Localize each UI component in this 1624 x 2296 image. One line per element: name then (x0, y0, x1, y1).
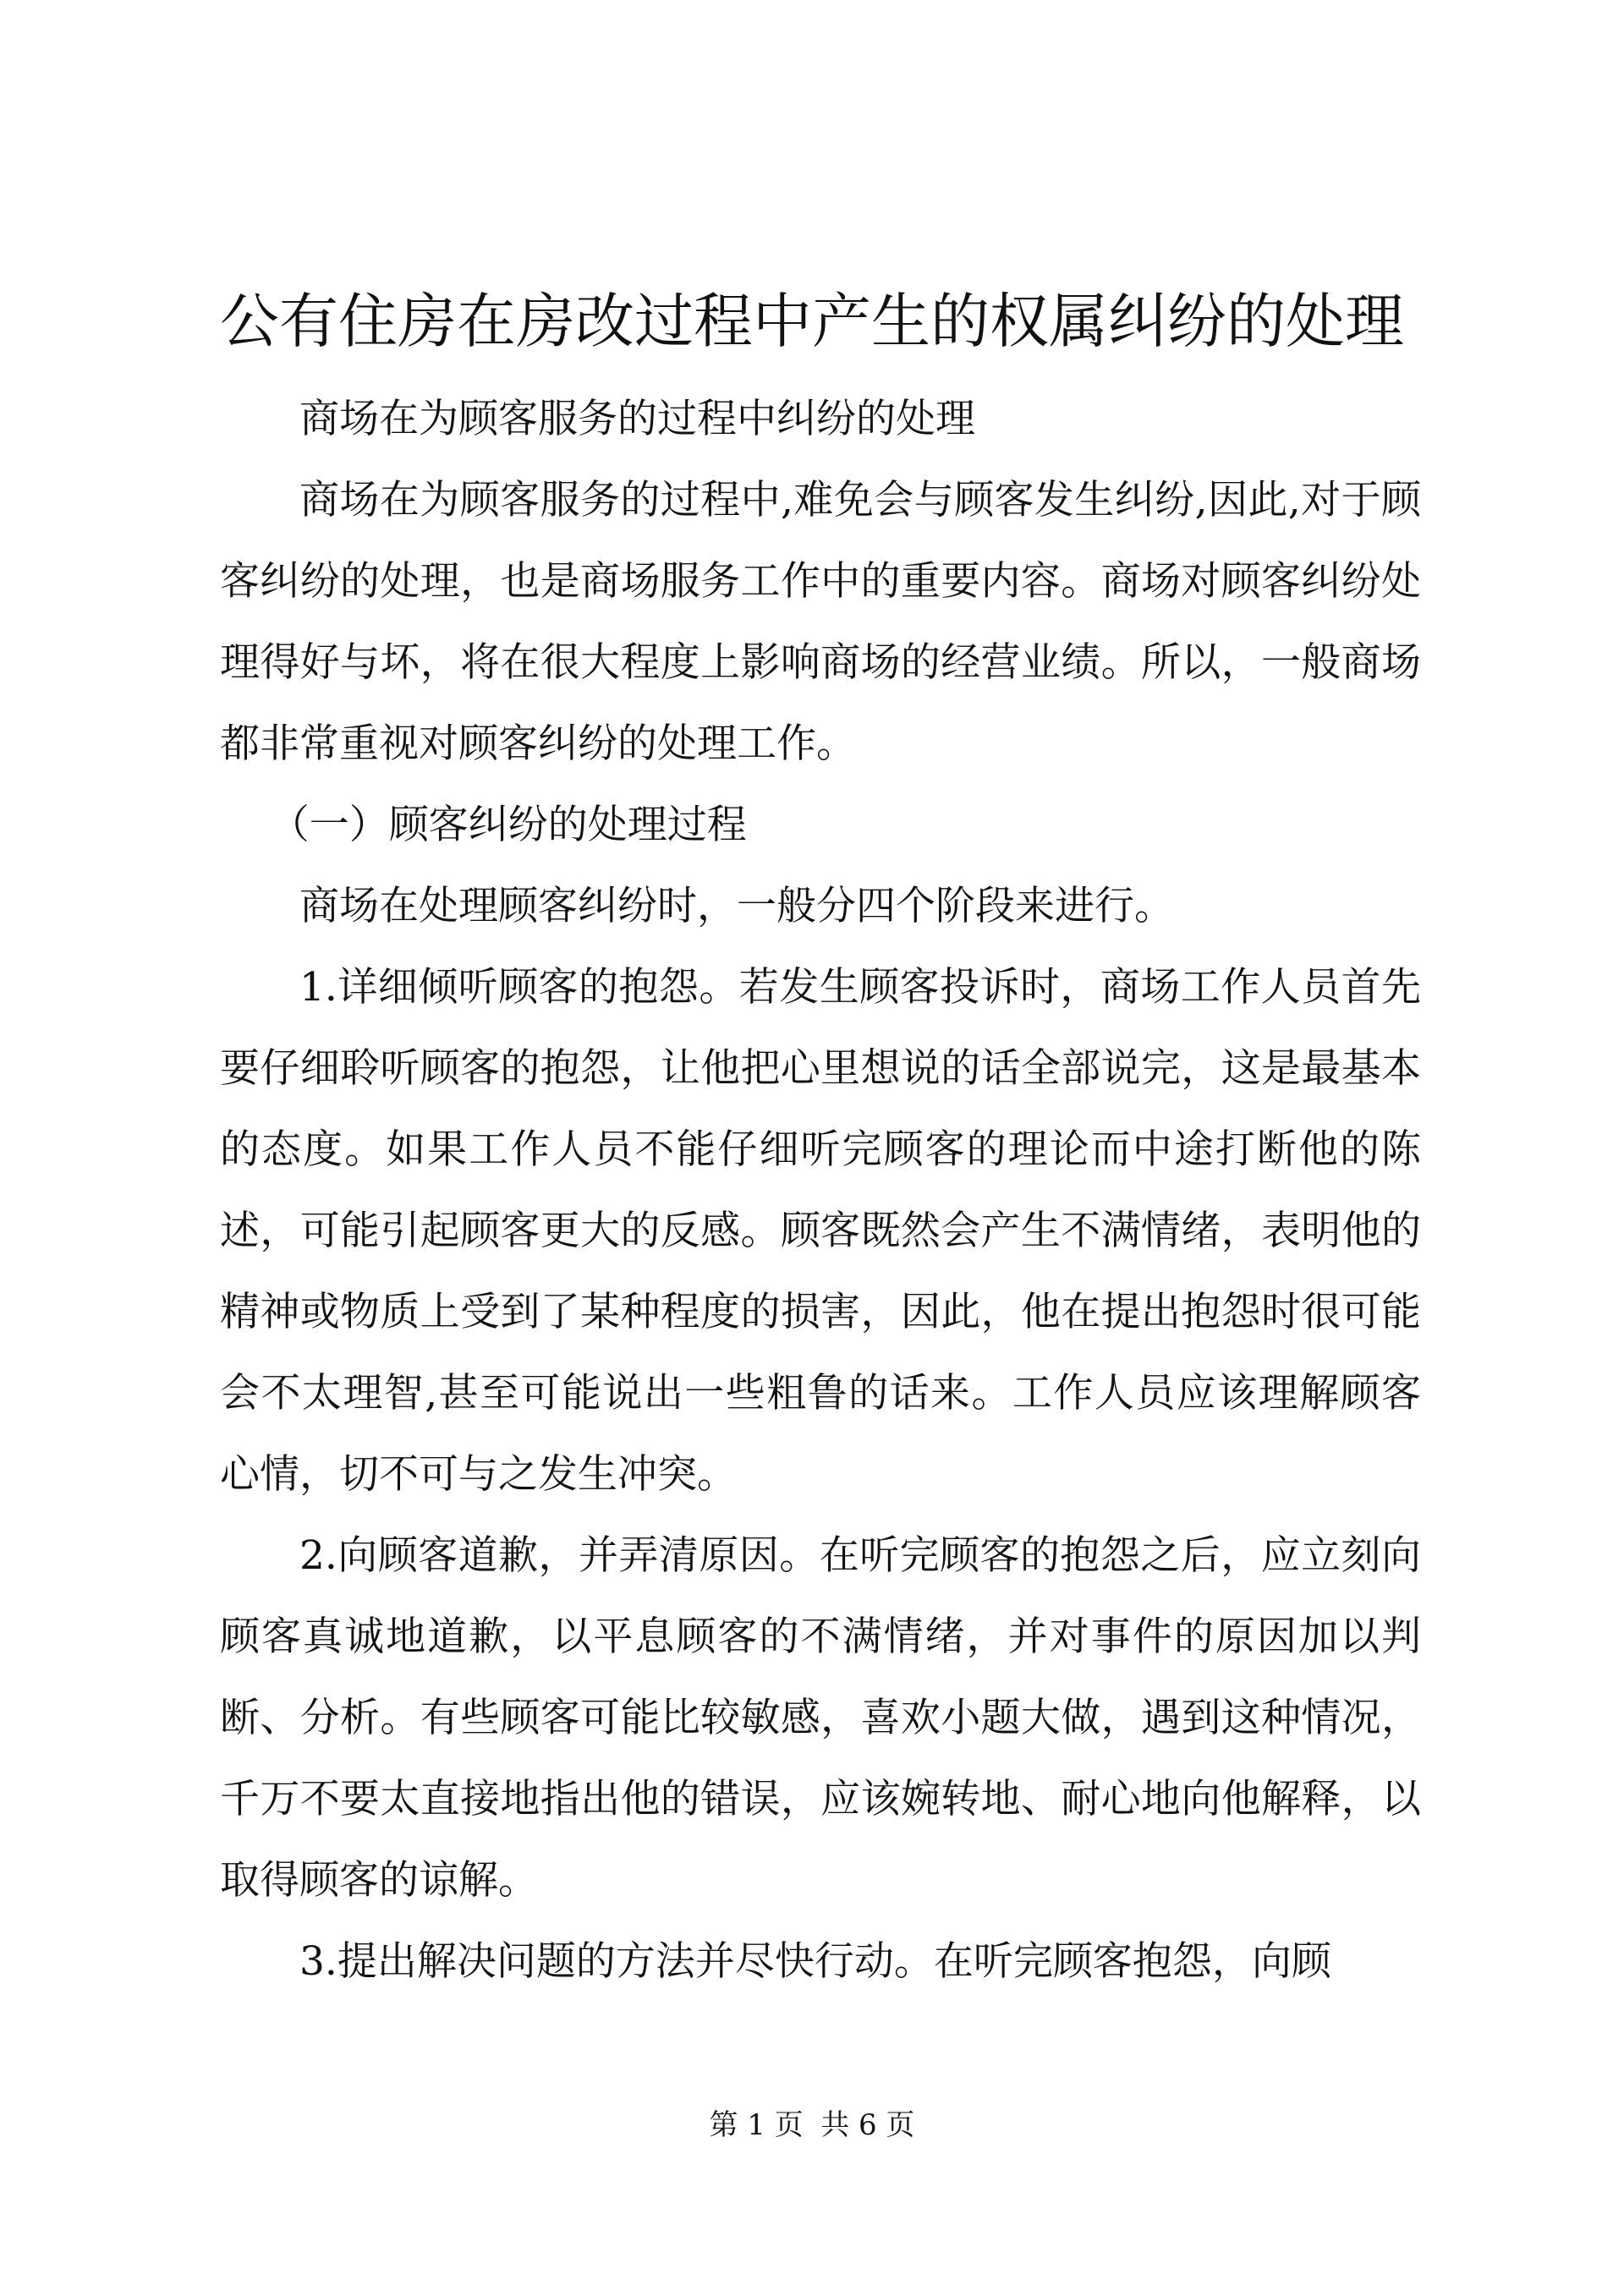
section-heading: （一）顾客纠纷的处理过程 (269, 802, 747, 848)
step-1-paragraph: 1.详细倾听顾客的抱怨。若发生顾客投诉时，商场工作人员首先要仔细聆听顾客的抱怨，让他把心里想说的话全部说完，这是最基本的态度。如果工作人员不能仔细听完顾客的理论而中途打断他的陈述，可能引起顾客更大的反感。顾客既然会产生不满情绪，表明他的精神或物质上受到了某种程度的损害，因此，他在提出抱怨时很可能会不太理智,甚至可能说出一些粗鲁的话来。工作人员应该理解顾客心情，切不可与之发生冲突。 (220, 964, 1421, 1498)
document-body (220, 379, 1421, 2003)
document-title: 公有住房在房改过程中产生的权属纠纷的处理 (220, 287, 1404, 356)
step-3-paragraph: 3.提出解决问题的方法并尽快行动。在听完顾客抱怨，向顾 (299, 1938, 1331, 1985)
step-2-paragraph: 2.向顾客道歉，并弄清原因。在听完顾客的抱怨之后，应立刻向顾客真诚地道歉，以平息顾客的不满情绪，并对事件的原因加以判断、分析。有些顾客可能比较敏感，喜欢小题大做，遇到这种情况，千万不要太直接地指出他的错误，应该婉转地、耐心地向他解释，以取得顾客的谅解。 (220, 1532, 1421, 1904)
intro-paragraph: 商场在为顾客服务的过程中,难免会与顾客发生纠纷,因此,对于顾客纠纷的处理，也是商场服务工作中的重要内容。商场对顾客纠纷处理得好与坏，将在很大程度上影响商场的经营业绩。所以，一般商场都非常重视对顾客纠纷的处理工作。 (220, 477, 1421, 767)
stage-overview-paragraph: 商场在处理顾客纠纷时，一般分四个阶段来进行。 (299, 883, 1174, 929)
section-subtitle: 商场在为顾客服务的过程中纠纷的处理 (299, 396, 975, 442)
page-total: 共 6 页 (820, 2108, 915, 2142)
page-number: 第 1 页 (709, 2108, 804, 2142)
page-footer (0, 2104, 1624, 2146)
